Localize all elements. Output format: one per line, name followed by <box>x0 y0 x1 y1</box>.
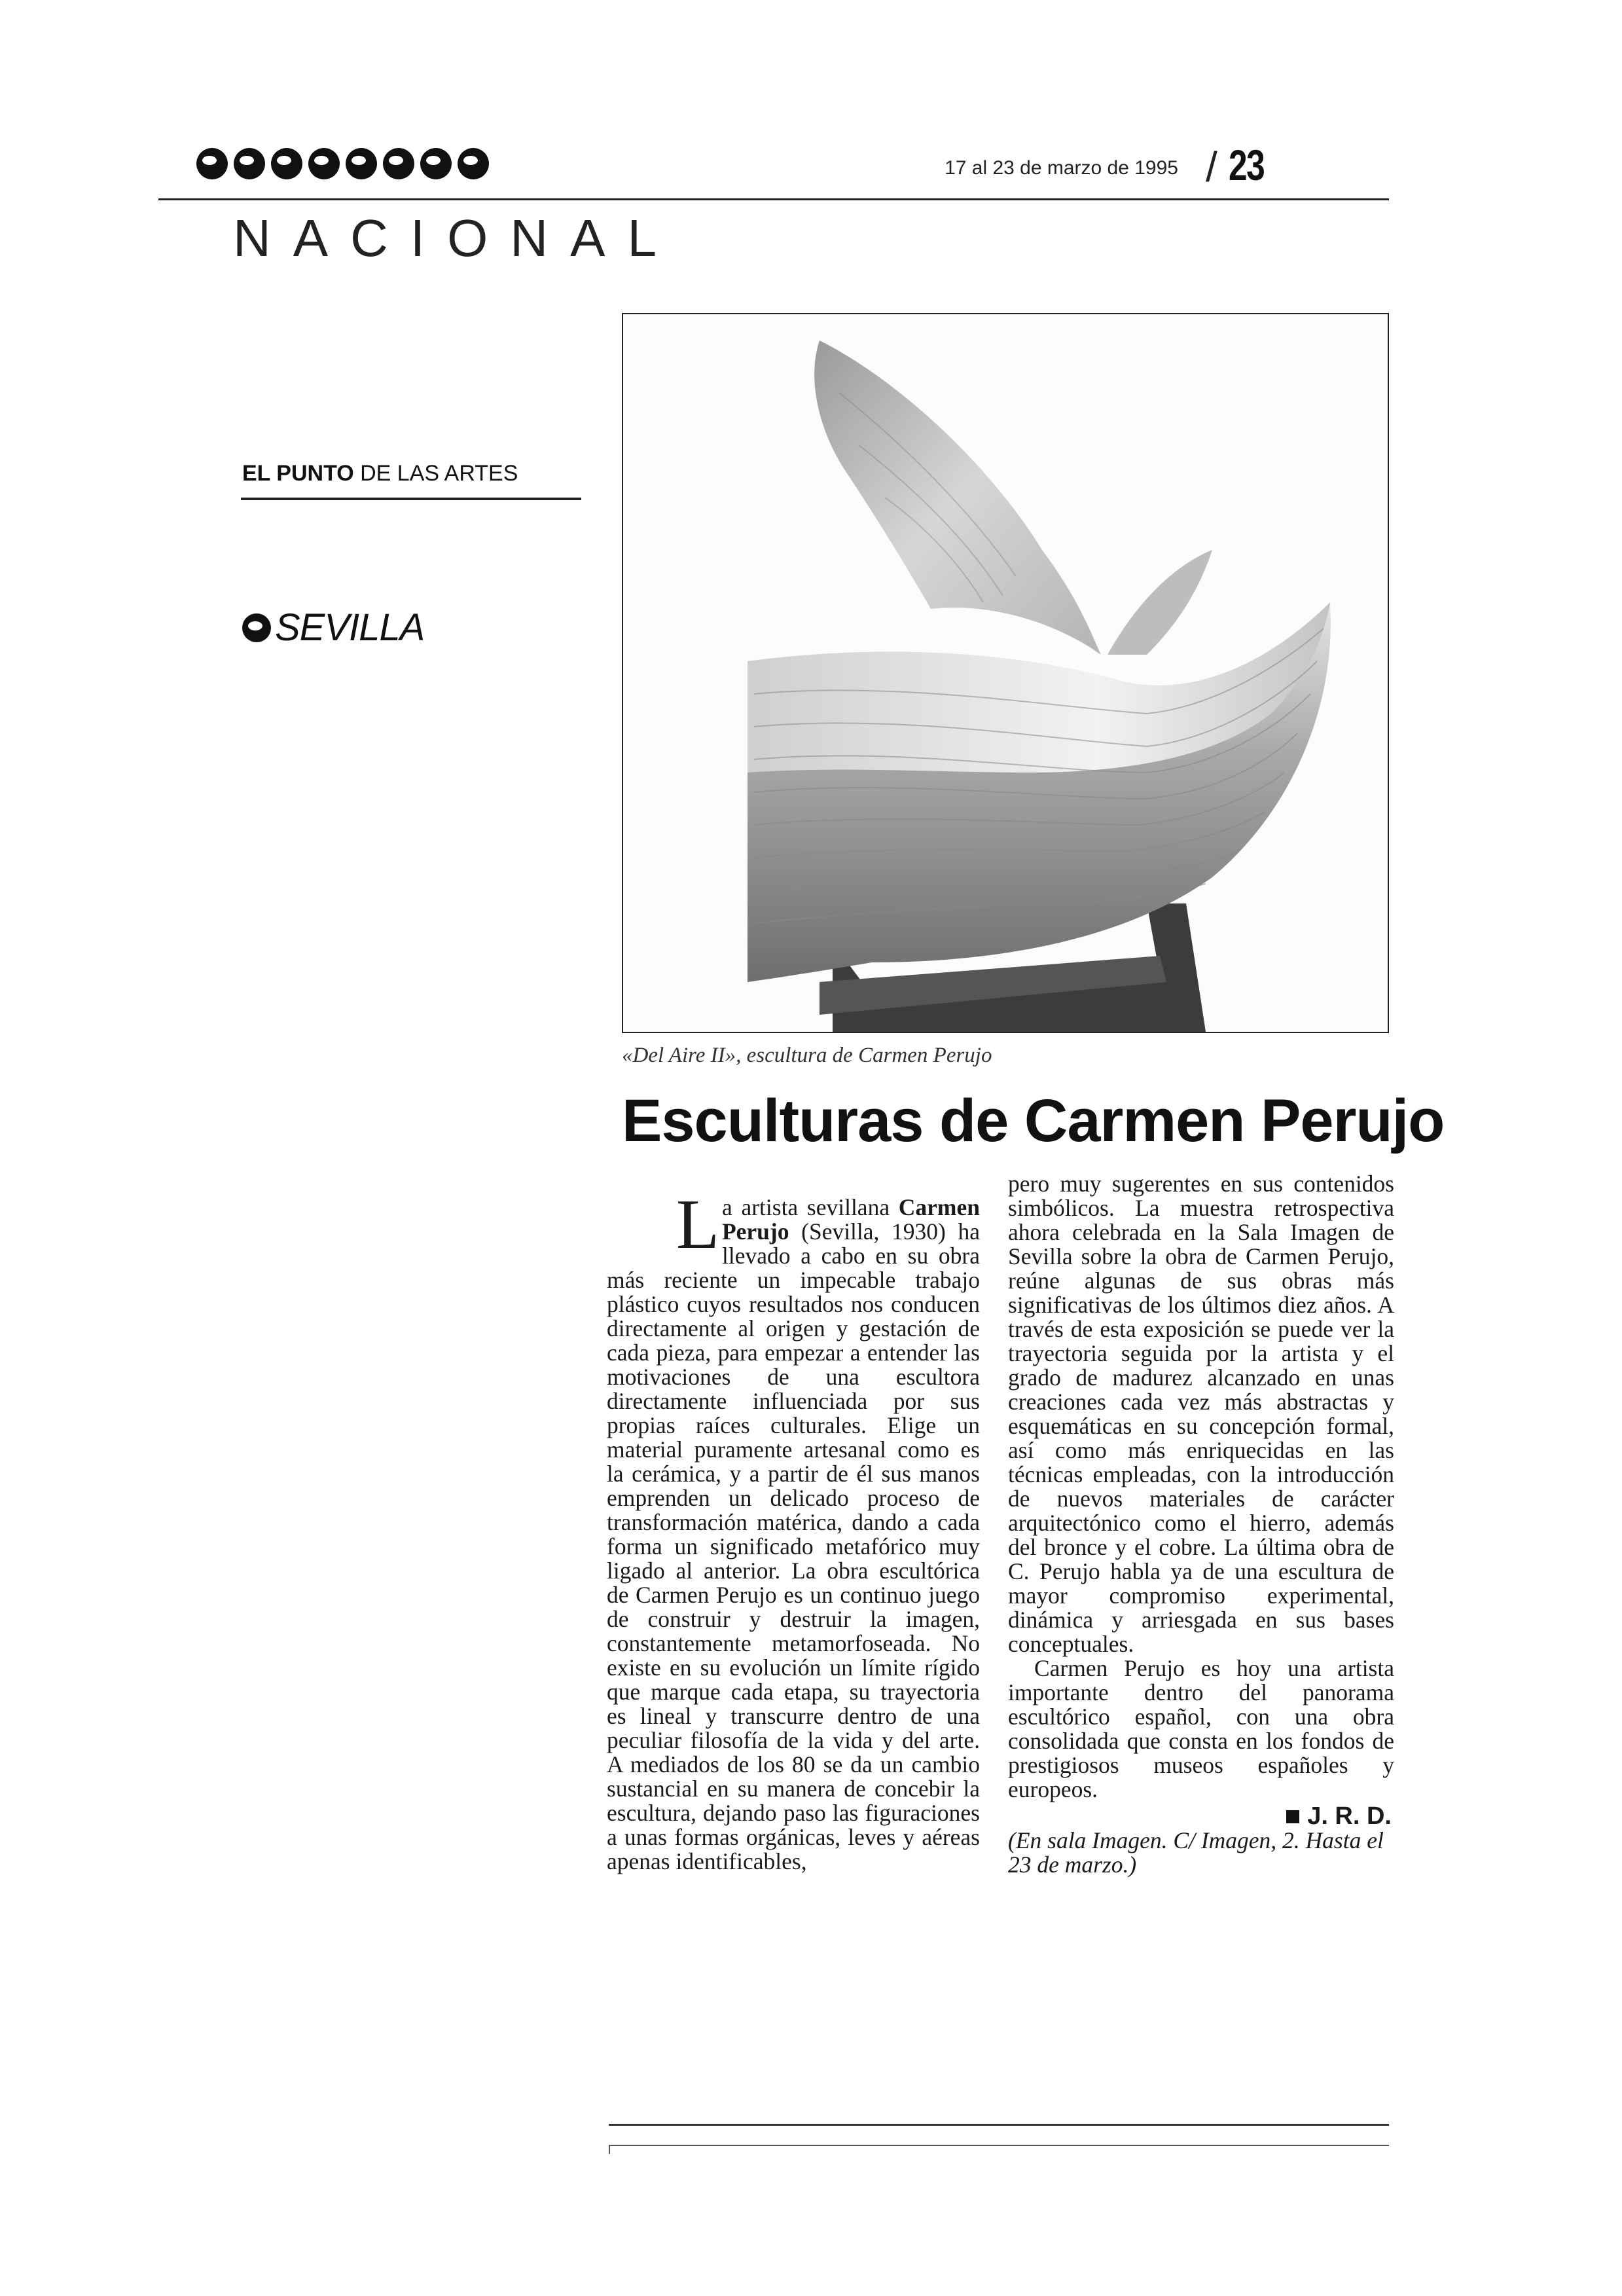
signature-text: J. R. D. <box>1307 1802 1392 1830</box>
paragraph-open: a artista sevillana <box>721 1194 899 1220</box>
date-page-separator: / <box>1206 143 1217 191</box>
author-signature <box>1008 1804 1394 1829</box>
exhibition-note: (En sala Imagen. C/ Imagen, 2. Hasta el 23 de marzo.) <box>1008 1827 1384 1878</box>
dot-ornament-icon <box>271 148 302 179</box>
photo-caption: «Del Aire II», escultura de Carmen Perujo <box>622 1044 992 1067</box>
rubric-rule <box>241 498 581 500</box>
sculpture-photo <box>622 313 1389 1033</box>
rubric-label <box>242 461 518 486</box>
issue-date: 17 al 23 de marzo de 1995 <box>945 157 1178 179</box>
footer-rule <box>609 2145 1389 2146</box>
article-paragraph-continued: pero muy sugerentes en sus contenidos simbólicos. La muestra retrospectiva ahora celebrada en la Sala Imagen de Sevilla sobre la obra de Carmen Perujo, reúne algunas de sus obras más significativas de los últimos diez años. A través de esta exposición se puede ver la trayectoria seguida por la artista y el grado de madurez alcanzado en unas creaciones cada vez más abstractas y esquemáticas en su concepción formal, así como más enriquecidas en las técnicas empleadas, con la introducción de nuevos materiales de carácter arquitectónico como el hierro, además del bronce y el cobre. La última obra de C. Perujo habla ya de una escultura de mayor compromiso experimental, dinámica y arriesgada en sus bases conceptuales. <box>1008 1171 1394 1657</box>
city-tag <box>242 606 424 649</box>
dot-ornament-icon <box>420 148 452 179</box>
dropcap: L <box>676 1186 719 1264</box>
footer-rule-tick <box>609 2145 610 2154</box>
dot-ornament-icon <box>308 148 340 179</box>
footer-rule <box>609 2124 1389 2126</box>
article-column-2 <box>1008 1172 1394 1877</box>
sculpture-illustration <box>623 314 1388 1032</box>
square-bullet-icon <box>1286 1810 1299 1823</box>
city-name: SEVILLA <box>275 606 425 649</box>
dot-ornament-icon <box>196 148 228 179</box>
dot-ornament-icon <box>458 148 489 179</box>
article-column-1 <box>607 1186 980 1874</box>
artist-name: Carmen Perujo <box>721 1194 980 1245</box>
dot-ornament-icon <box>234 148 265 179</box>
rubric-rest: DE LAS ARTES <box>360 461 518 486</box>
article-paragraph: Carmen Perujo es hoy una artista importante dentro del panorama escultórico español, con una obra consolidada que consta en los fondos de prestigiosos museos españoles y europeos. <box>1008 1655 1394 1802</box>
dot-ornament-icon <box>346 148 377 179</box>
dot-bullet-icon <box>242 613 271 642</box>
rubric-bold: EL PUNTO <box>242 461 354 486</box>
masthead-rule <box>158 198 1389 200</box>
paragraph-text: (Sevilla, 1930) ha llevado a cabo en su obra más reciente un impecable trabajo plástico cuyos resultados nos conducen directamente al origen y gestación de cada pieza, para empezar a entender las motivaciones de una escultora directamente influenciada por sus propias raíces culturales. Elige un material puramente artesanal como es la cerámica, y a partir de él sus manos emprenden un delicado proceso de transformación matérica, dando a cada forma un significado metafórico muy ligado al anterior. La obra escultórica de Carmen Perujo es un continuo juego de construir y destruir la imagen, constantemente metamorfoseada. No existe en su evolución un límite rígido que marque cada etapa, su trayectoria es lineal y transcurre dentro de una peculiar filosofía de la vida y del arte. A mediados de los 80 se da un cambio sustancial en su manera de concebir la escultura, dejando paso las figuraciones a unas formas orgánicas, leves y aéreas apenas identificables, <box>607 1218 980 1874</box>
article-headline: Esculturas de Carmen Perujo <box>622 1087 1445 1154</box>
dot-ornament-icon <box>383 148 414 179</box>
section-title: NACIONAL <box>233 209 679 267</box>
masthead-dots-ornament <box>196 148 489 179</box>
page-number: 23 <box>1229 141 1265 189</box>
article-paragraph <box>607 1186 980 1874</box>
